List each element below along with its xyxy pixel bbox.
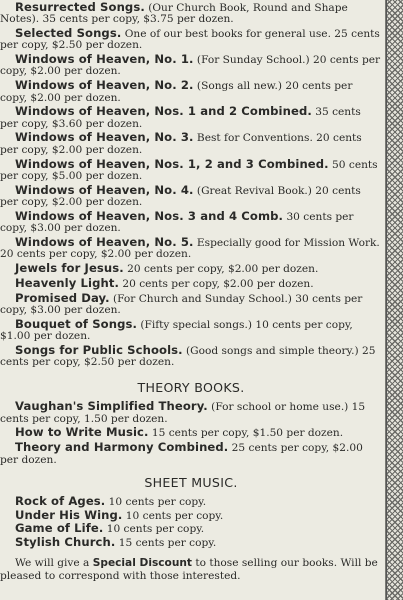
book-entry [0,80,382,104]
book-title: Windows of Heaven, No. 1. [15,52,194,67]
theory-entry [0,401,382,425]
theory-entry [0,442,382,466]
theory-books-heading: THEORY BOOKS. [137,380,245,396]
book-description: 20 cents per copy, $2.00 per dozen. [123,262,319,275]
book-entry [0,208,382,235]
book-entry [0,28,382,52]
sheet-description: 10 cents per copy. [103,523,205,536]
discount-note-pre: We will give a [15,557,93,570]
book-title: Windows of Heaven, Nos. 1 and 2 Combined. [15,104,312,119]
theory-entry [0,427,382,439]
book-entry [0,275,382,290]
book-title: Windows of Heaven, No. 2. [15,78,194,93]
book-entry [0,132,382,156]
book-entry [0,260,382,275]
book-title: Windows of Heaven, No. 3. [15,130,194,145]
sheet-description: 15 cents per copy. [115,537,217,550]
book-title: Resurrected Songs. [15,0,145,14]
book-entry [0,2,382,26]
sheet-description: 10 cents per copy. [105,495,207,508]
book-title: Windows of Heaven, Nos. 1, 2 and 3 Combined. [15,156,329,171]
book-entry [0,182,382,209]
book-title: Songs for Public Schools. [15,342,183,357]
discount-note [0,557,382,583]
sheet-entry [0,507,382,522]
theory-description: 25 cents per copy, $2.00 per dozen. [0,442,363,466]
theory-description: (For school or home use.) 15 cents per copy, 1.50 per dozen. [0,401,366,425]
book-description: (For Sunday School.) 20 cents per copy, $2.00 per dozen. [0,54,381,78]
sheet-title: Game of Life. [15,521,104,536]
book-title: Selected Songs. [15,26,122,41]
book-title: Heavenly Light. [15,275,119,290]
book-description: 30 cents per copy, $3.00 per dozen. [0,210,354,235]
price-list [0,2,382,583]
book-entry [0,316,382,343]
book-title: Windows of Heaven, No. 4. [15,182,194,197]
sheet-title: Stylish Church. [15,535,116,550]
theory-description: 15 cents per copy, $1.50 per dozen. [148,427,344,440]
book-description: Especially good for Mission Work. 20 cents per copy, $2.00 per dozen. [0,236,380,261]
book-entry [0,106,382,130]
book-description: (Fifty special songs.) 10 cents per copy, $1.00 per dozen. [0,318,353,342]
discount-note-post: to those selling our books. Will be pleased to correspond with those interested. [0,557,378,583]
sheet-title: Rock of Ages. [15,493,106,508]
book-description: Best for Conventions. 20 cents per copy, $2.00 per dozen. [0,132,362,156]
book-description: 35 cents per copy, $3.60 per dozen. [0,106,361,130]
theory-title: How to Write Music. [15,425,149,440]
book-description: (For Church and Sunday School.) 30 cents per copy, $3.00 per dozen. [0,292,363,316]
sheet-entry [0,493,382,508]
book-title: Windows of Heaven, Nos. 3 and 4 Comb. [15,208,284,223]
book-entry [0,290,382,317]
book-description: (Our Church Book, Round and Shape Notes). 35 cents per copy, $3.75 per dozen. [0,2,348,26]
book-description: One of our best books for general use. 25 cents per copy, $2.50 per dozen. [0,28,380,52]
book-entry [0,342,382,369]
sheet-title: Under His Wing. [15,507,123,522]
book-description: 20 cents per copy, $2.00 per dozen. [119,277,314,290]
sheet-description: 10 cents per copy. [122,509,224,522]
sheet-music-list [0,493,382,550]
book-title: Bouquet of Songs. [15,316,137,331]
book-title: Jewels for Jesus. [15,260,124,275]
book-entry [0,156,382,183]
book-description: 50 cents per copy, $5.00 per dozen. [0,158,378,182]
book-description: (Songs all new.) 20 cents per copy, $2.00 per dozen. [0,80,353,104]
special-discount: Special Discount [92,557,192,570]
theory-title: Theory and Harmony Combined. [15,440,229,455]
sheet-entry [0,523,382,535]
book-title: Promised Day. [15,290,110,305]
sheet-entry [0,537,382,549]
book-entry [0,54,382,78]
book-description: (Good songs and simple theory.) 25 cents per copy, $2.50 per dozen. [0,344,376,369]
book-entry [0,234,382,261]
theory-title: Vaughan's Simplified Theory. [15,399,208,414]
book-description: (Great Revival Book.) 20 cents per copy, $2.00 per dozen. [0,184,361,208]
decorative-border [386,0,403,600]
book-title: Windows of Heaven, No. 5. [15,234,194,249]
sheet-music-heading: SHEET MUSIC. [144,474,238,490]
